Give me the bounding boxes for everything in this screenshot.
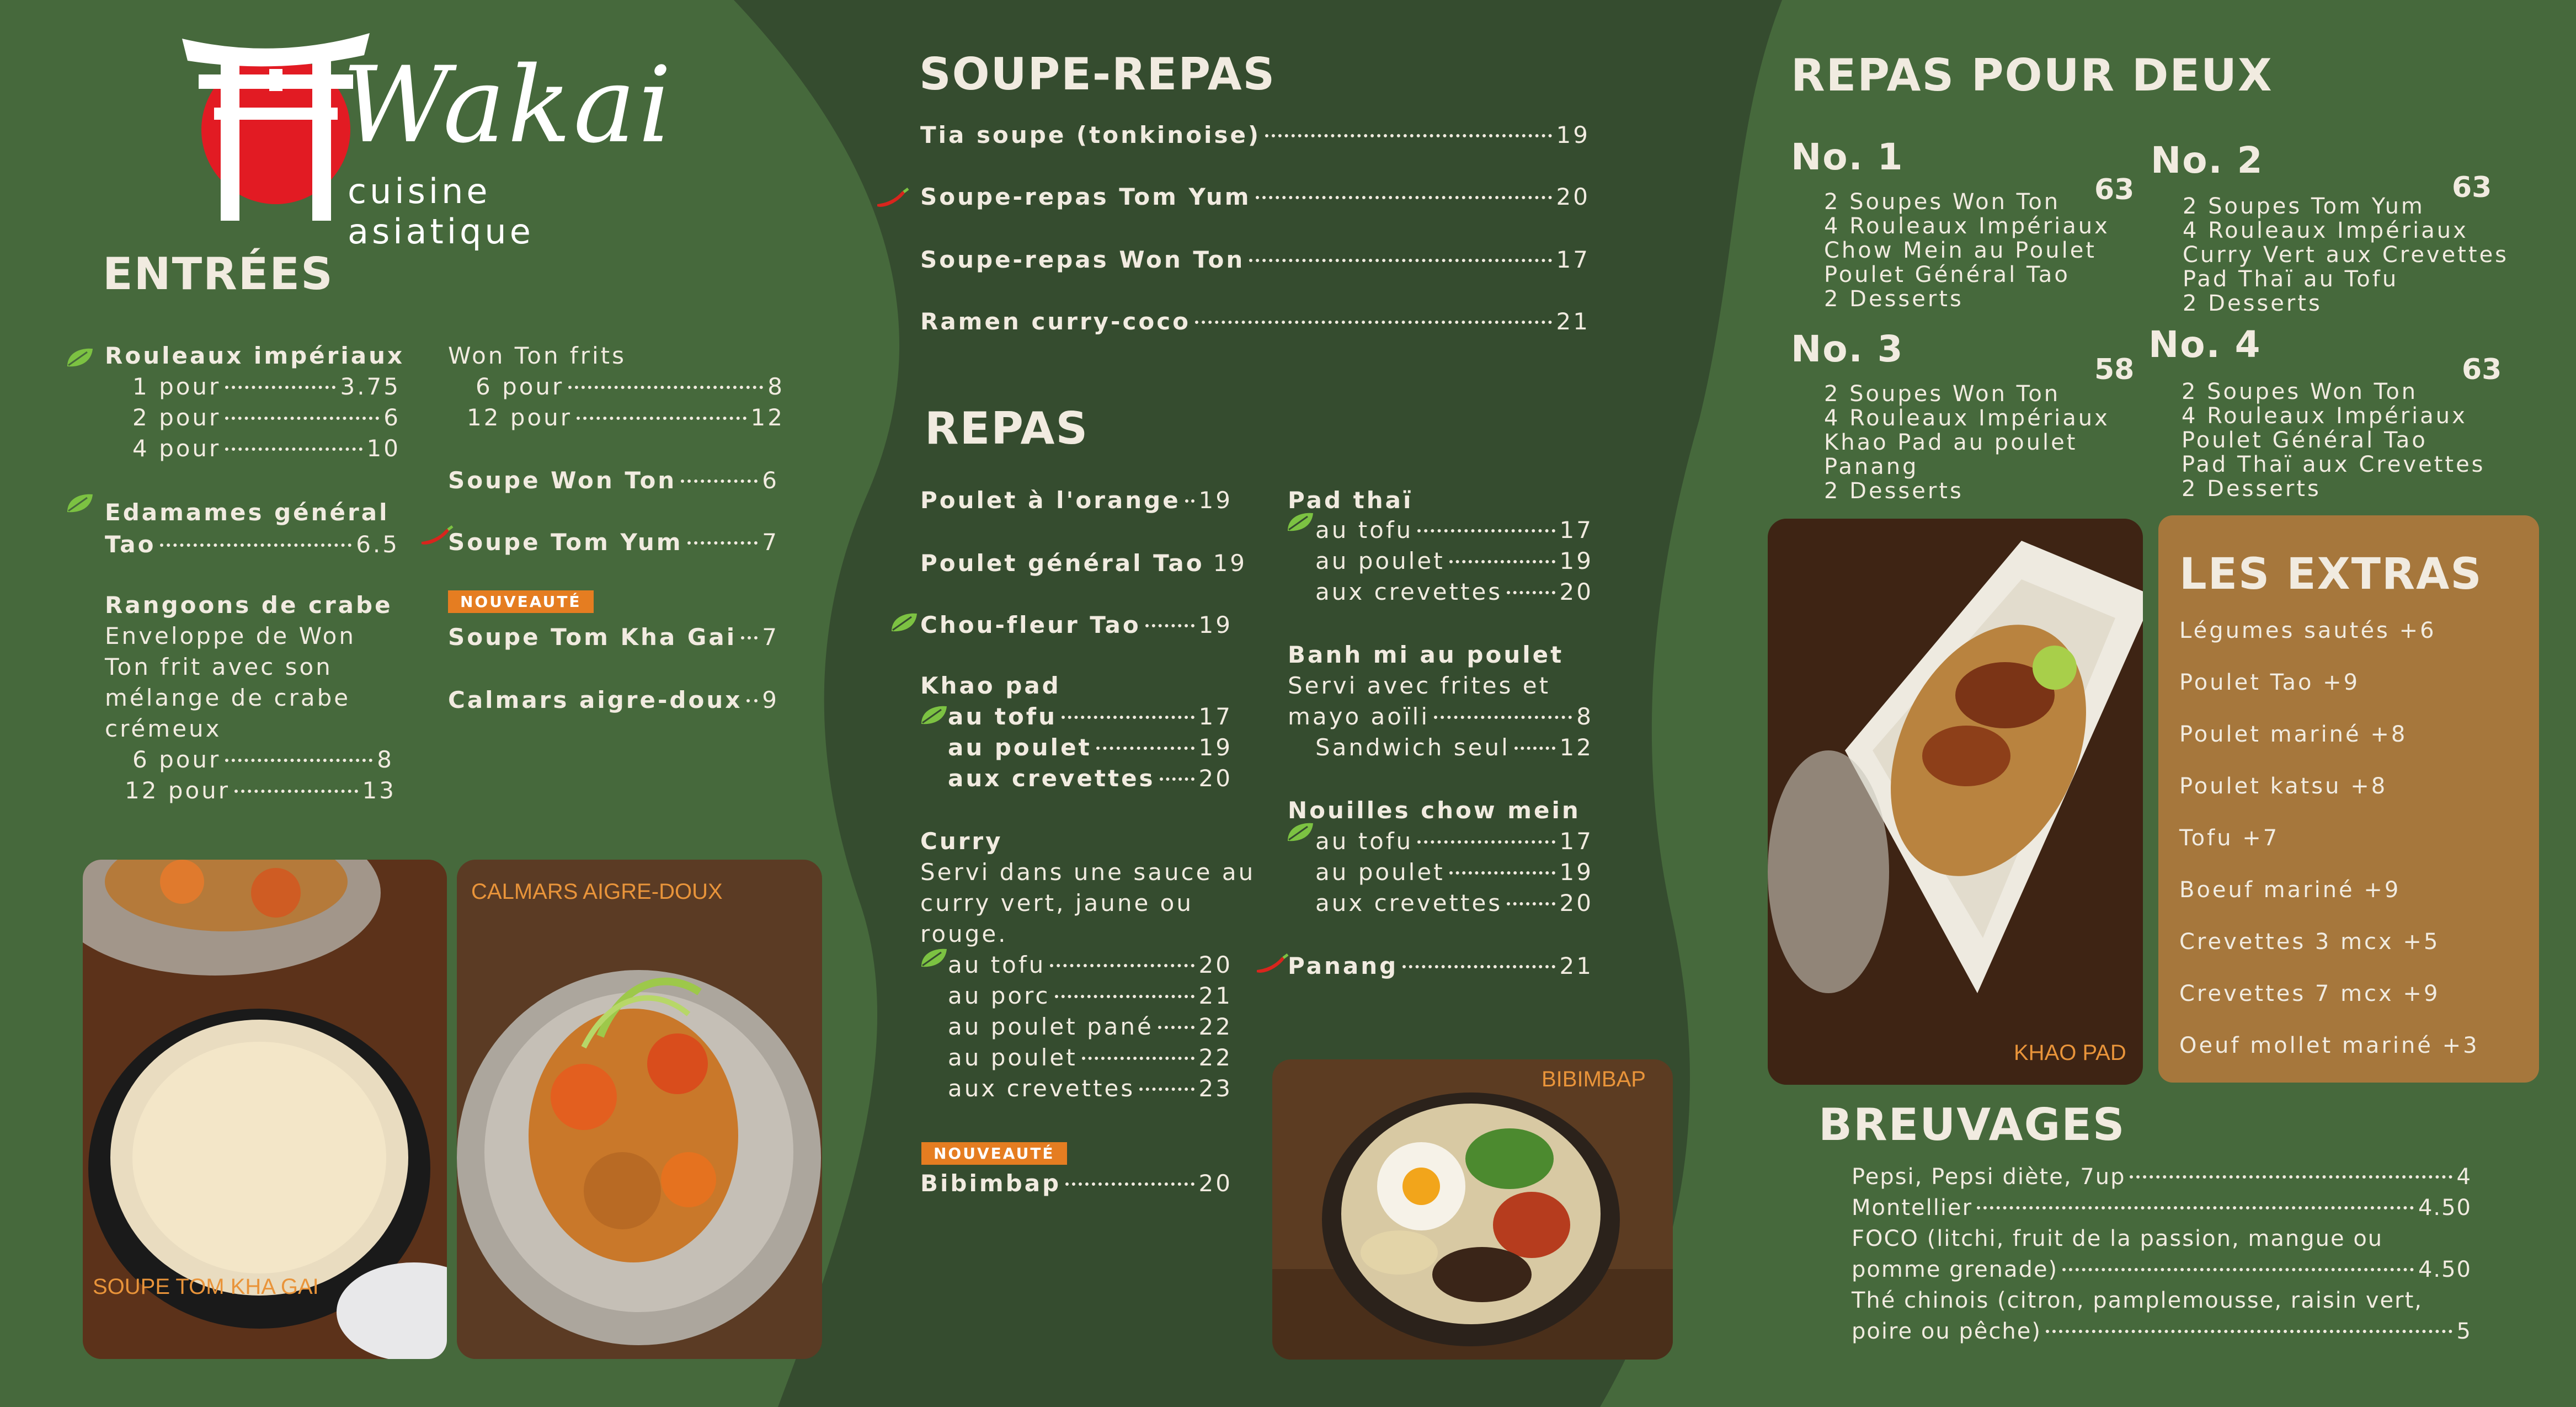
leader-dots [225, 417, 379, 420]
beverage-row [1852, 1195, 2472, 1221]
leader-dots [1449, 560, 1555, 563]
photo-bibimbap [1272, 1059, 1673, 1360]
row-price: 19 [1556, 121, 1590, 148]
chow-mein-row [1315, 828, 1593, 855]
rangoons-desc: mélange de crabe [105, 684, 351, 711]
row-price: 4 [2456, 1164, 2472, 1190]
deal-line: Curry Vert aux Crevettes [2183, 242, 2509, 268]
curry-desc: Servi dans une sauce au [920, 859, 1256, 886]
photo-caption: BIBIMBAP [1542, 1067, 1646, 1091]
row-label: au tofu [948, 951, 1046, 978]
row-label: 4 pour [132, 435, 221, 462]
row-price: 7 [762, 623, 779, 651]
leader-dots [1145, 624, 1194, 627]
vegetarian-leaf-icon [919, 704, 949, 726]
row-price: 17 [1198, 703, 1233, 730]
leader-dots [1195, 321, 1552, 324]
soupe-repas-row [920, 121, 1590, 148]
row-label: Soupe-repas Tom Yum [920, 183, 1251, 210]
edamames-name: Edamames général [105, 499, 390, 526]
row-price: 9 [762, 686, 779, 713]
row-label: Poulet à l'orange [920, 487, 1181, 514]
leader-dots [1160, 777, 1194, 781]
row-label: Montellier [1852, 1195, 1973, 1221]
row-label: au poulet [948, 1044, 1078, 1071]
deal-line: 2 Soupes Tom Yum [2183, 194, 2425, 219]
deal-title: No. 4 [2148, 323, 2262, 366]
row-price: 20 [1556, 183, 1590, 210]
leader-dots [1417, 840, 1555, 844]
vegetarian-leaf-icon [919, 947, 949, 969]
leader-dots [741, 636, 758, 639]
deux-title: REPAS POUR DEUX [1791, 50, 2273, 101]
leader-dots [1265, 134, 1551, 137]
deal-line: 4 Rouleaux Impériaux [2182, 403, 2467, 429]
banh-mi-row [1315, 734, 1593, 761]
deal-lines [2183, 194, 2509, 316]
extra-item: Légumes sautés +6 [2179, 618, 2436, 643]
leader-dots [1050, 964, 1194, 967]
row-label: aux crevettes [1315, 889, 1503, 916]
deal-title: No. 2 [2151, 139, 2264, 182]
row-label: aux crevettes [1315, 578, 1503, 605]
repas-row [920, 611, 1233, 638]
chow-mein-name: Nouilles chow mein [1288, 797, 1581, 824]
row-label: Tia soupe (tonkinoise) [920, 121, 1261, 148]
rouleaux-row [132, 435, 401, 462]
deal-price: 58 [2094, 353, 2135, 386]
leader-dots [225, 759, 372, 762]
row-label: au porc [948, 982, 1050, 1009]
deal-line: Chow Mein au Poulet [1824, 238, 2097, 263]
row-label: Soupe-repas Won Ton [920, 246, 1245, 273]
rangoons-desc: crémeux [105, 715, 222, 742]
leader-dots [568, 386, 763, 389]
deal-line: 2 Soupes Won Ton [1824, 381, 2061, 407]
row-label: Calmars aigre-doux [448, 686, 743, 713]
vegetarian-leaf-icon [1286, 821, 1315, 843]
row-label: au tofu [1315, 516, 1414, 543]
soupe-repas-title: SOUPE-REPAS [919, 49, 1276, 100]
row-label: aux crevettes [948, 1075, 1135, 1102]
row-price: 10 [366, 435, 401, 462]
row-price: 17 [1559, 828, 1593, 855]
row-price: 20 [1198, 765, 1233, 792]
extra-item: Boeuf mariné +9 [2179, 877, 2401, 903]
beverage-line: FOCO (litchi, fruit de la passion, mangue ou [1852, 1226, 2383, 1251]
extra-item: Poulet Tao +9 [2179, 670, 2360, 695]
beverage-row [1852, 1319, 2472, 1344]
curry-row [948, 951, 1233, 978]
leader-dots [225, 447, 362, 451]
curry-row [948, 1013, 1233, 1040]
repas-row [920, 487, 1233, 514]
deal-price: 63 [2452, 171, 2492, 204]
new-badge: NOUVEAUTÉ [921, 1142, 1067, 1165]
row-price: 3.75 [340, 373, 401, 400]
deal-line: 2 Desserts [1824, 286, 1964, 312]
row-price: 20 [1559, 578, 1593, 605]
leader-dots [2046, 1330, 2452, 1333]
wonton-frits-name: Won Ton frits [448, 342, 626, 369]
new-badge: NOUVEAUTÉ [448, 590, 594, 613]
deal-lines [2182, 380, 2486, 501]
pad-thai-row [1315, 578, 1593, 605]
deal-line: 2 Desserts [2182, 476, 2321, 502]
leader-dots [2130, 1175, 2452, 1179]
row-price: 8 [767, 373, 785, 400]
row-label: aux crevettes [948, 765, 1155, 792]
vegetarian-leaf-icon [1286, 511, 1315, 533]
row-price: 21 [1559, 952, 1593, 979]
row-price: 6 [383, 404, 401, 431]
soupe-repas-row [920, 246, 1590, 273]
row-price: 17 [1556, 246, 1590, 273]
row-price: 19 [1559, 547, 1593, 574]
logo-name: Wakai [342, 44, 674, 166]
row-label: Tao [105, 531, 156, 558]
curry-desc: curry vert, jaune ou [920, 889, 1193, 916]
curry-desc: rouge. [920, 920, 1008, 947]
deal-title: No. 3 [1791, 328, 1904, 370]
row-price: 12 [750, 404, 785, 431]
wonton-frits-row [467, 404, 785, 431]
row-label: Chou-fleur Tao [920, 611, 1141, 638]
deal-title: No. 1 [1791, 136, 1904, 178]
row-price: 21 [1556, 308, 1590, 335]
leader-dots [1514, 747, 1555, 750]
rouleaux-name: Rouleaux impériaux [105, 342, 405, 369]
rouleaux-row [132, 373, 401, 400]
row-price: 5 [2456, 1319, 2472, 1344]
pad-thai-row [1315, 547, 1593, 574]
row-price: 19 [1198, 734, 1233, 761]
row-label: au tofu [948, 703, 1057, 730]
repas-title: REPAS [925, 403, 1089, 454]
row-label: Soupe Won Ton [448, 467, 677, 494]
rangoons-name: Rangoons de crabe [105, 591, 393, 619]
row-price: 4.50 [2418, 1195, 2472, 1221]
row-label: Sandwich seul [1315, 734, 1510, 761]
leader-dots [746, 699, 758, 702]
edamames-row [105, 531, 399, 558]
row-price: 23 [1198, 1075, 1233, 1102]
curry-row [948, 1044, 1233, 1071]
leader-dots [577, 417, 746, 420]
panang-row [1288, 952, 1593, 979]
photo-soupe-tom-kha [83, 860, 447, 1359]
leader-dots [1249, 259, 1551, 262]
rangoons-row [132, 746, 394, 773]
row-price: 19 [1198, 487, 1233, 514]
leader-dots [234, 790, 358, 793]
khao-pad-row [948, 734, 1233, 761]
spicy-chili-icon [873, 186, 911, 211]
rangoons-row [125, 777, 396, 804]
leader-dots [1055, 995, 1194, 998]
logo-tagline: cuisine asiatique [348, 171, 534, 252]
deal-line: 2 Soupes Won Ton [2182, 379, 2418, 404]
leader-dots [1185, 499, 1194, 503]
banh-mi-name: Banh mi au poulet [1288, 641, 1564, 668]
extra-item: Poulet mariné +8 [2179, 722, 2408, 747]
vegetarian-leaf-icon [65, 492, 95, 514]
leader-dots [681, 479, 758, 483]
row-label: 6 pour [476, 373, 564, 400]
row-label: Soupe Tom Kha Gai [448, 623, 737, 651]
row-price: 8 [1576, 703, 1593, 730]
soupe-repas-row [920, 308, 1590, 335]
row-price: 21 [1198, 982, 1233, 1009]
wonton-frits-row [476, 373, 785, 400]
deal-line: 4 Rouleaux Impériaux [1824, 406, 2110, 431]
logo [177, 22, 674, 252]
row-price: 4.50 [2418, 1257, 2472, 1282]
leader-dots [1507, 591, 1555, 594]
banh-mi-row [1288, 703, 1593, 730]
curry-name: Curry [920, 828, 1003, 855]
deal-line: 4 Rouleaux Impériaux [2183, 218, 2468, 243]
row-label: au poulet [1315, 859, 1445, 886]
khao-pad-row [948, 703, 1233, 730]
row-label: 1 pour [132, 373, 221, 400]
deal-price: 63 [2094, 173, 2135, 206]
leader-dots [1402, 965, 1555, 968]
leader-dots [1065, 1182, 1194, 1186]
leader-dots [1417, 529, 1555, 532]
leader-dots [1096, 747, 1194, 750]
photo-caption: KHAO PAD [2014, 1041, 2126, 1065]
row-price: 19 [1198, 611, 1233, 638]
deal-line: Khao Pad au poulet [1824, 430, 2078, 455]
deal-line: Pad Thaï aux Crevettes [2182, 452, 2486, 477]
leader-dots [1256, 196, 1552, 199]
soupe-tom-kha-row [448, 623, 779, 651]
row-label: Poulet général Tao [920, 550, 1204, 577]
photo-caption: CALMARS AIGRE-DOUX [471, 880, 723, 904]
row-label: au tofu [1315, 828, 1414, 855]
row-label: 2 pour [132, 404, 221, 431]
vegetarian-leaf-icon [65, 347, 95, 369]
soupe-tom-yum-row [448, 529, 779, 556]
row-label: Ramen curry-coco [920, 308, 1191, 335]
row-label: au poulet pané [948, 1013, 1154, 1040]
pad-thai-row [1315, 516, 1593, 543]
extra-item: Poulet katsu +8 [2179, 774, 2388, 799]
rangoons-desc: Enveloppe de Won [105, 622, 356, 649]
soupe-won-ton-row [448, 467, 779, 494]
rouleaux-row [132, 404, 401, 431]
row-price: 8 [377, 746, 394, 773]
row-price: 20 [1198, 951, 1233, 978]
leader-dots [1449, 871, 1555, 875]
row-price: 19 [1559, 859, 1593, 886]
deal-line: 2 Desserts [2183, 291, 2322, 316]
beverage-line: Thé chinois (citron, pamplemousse, raisin vert, [1852, 1288, 2423, 1313]
extras-title: LES EXTRAS [2179, 550, 2483, 599]
leader-dots [1139, 1088, 1194, 1091]
deal-line: Poulet Général Tao [2182, 428, 2428, 453]
entrees-title: ENTRÉES [103, 248, 334, 300]
row-label: Soupe Tom Yum [448, 529, 683, 556]
row-price: 13 [362, 777, 396, 804]
row-price: 19 [1213, 550, 1247, 577]
extra-item: Oeuf mollet mariné +3 [2179, 1033, 2479, 1058]
curry-row [948, 1075, 1233, 1102]
chow-mein-row [1315, 889, 1593, 916]
row-label: 6 pour [132, 746, 221, 773]
row-label: au poulet [1315, 547, 1445, 574]
extras-panel [2158, 515, 2539, 1083]
chow-mein-row [1315, 859, 1593, 886]
deal-price: 63 [2462, 353, 2502, 386]
photo-caption: SOUPE TOM KHA GAI [93, 1275, 319, 1299]
row-price: 22 [1198, 1044, 1233, 1071]
row-price: 17 [1559, 516, 1593, 543]
spicy-chili-icon [1252, 952, 1291, 977]
khao-pad-name: Khao pad [920, 672, 1061, 699]
khao-pad-row [948, 765, 1233, 792]
row-label: Bibimbap [920, 1170, 1062, 1197]
deal-line: 2 Soupes Won Ton [1824, 189, 2061, 215]
deal-line: 2 Desserts [1824, 478, 1964, 504]
row-price: 22 [1198, 1013, 1233, 1040]
row-price: 20 [1198, 1170, 1233, 1197]
repas-row [920, 550, 1247, 577]
leader-dots [225, 386, 335, 389]
row-price: 20 [1559, 889, 1593, 916]
leader-dots [687, 541, 758, 545]
pad-thai-name: Pad thaï [1288, 487, 1414, 514]
row-price: 7 [762, 529, 779, 556]
row-label: au poulet [948, 734, 1092, 761]
photo-khao-pad [1768, 519, 2143, 1085]
row-label: pomme grenade) [1852, 1257, 2058, 1282]
rangoons-desc: Ton frit avec son [105, 653, 333, 680]
row-label: 12 pour [125, 777, 231, 804]
extra-item: Crevettes 3 mcx +5 [2179, 929, 2440, 955]
leader-dots [1158, 1026, 1194, 1029]
banh-mi-desc: Servi avec frites et [1288, 672, 1551, 699]
deal-line: Panang [1824, 454, 1919, 479]
row-label: mayo aoïli [1288, 703, 1430, 730]
row-price: 6 [762, 467, 779, 494]
beverage-row [1852, 1164, 2472, 1190]
curry-row [948, 982, 1233, 1009]
breuvages-title: BREUVAGES [1818, 1099, 2126, 1150]
deal-line: Poulet Général Tao [1824, 262, 2070, 287]
calmars-row [448, 686, 779, 713]
soupe-repas-row [920, 183, 1590, 210]
extra-item: Crevettes 7 mcx +9 [2179, 981, 2440, 1006]
row-price: 12 [1559, 734, 1593, 761]
row-label: 12 pour [467, 404, 573, 431]
leader-dots [1434, 716, 1572, 719]
row-label: Panang [1288, 952, 1399, 979]
row-label: Pepsi, Pepsi diète, 7up [1852, 1164, 2126, 1190]
row-price: 6.5 [356, 531, 399, 558]
vegetarian-leaf-icon [889, 611, 919, 633]
leader-dots [160, 543, 351, 547]
extra-item: Tofu +7 [2179, 825, 2280, 851]
deal-line: Pad Thaï au Tofu [2183, 267, 2399, 292]
leader-dots [1507, 902, 1555, 905]
deal-line: 4 Rouleaux Impériaux [1824, 214, 2110, 239]
leader-dots [2062, 1268, 2414, 1271]
row-label: poire ou pêche) [1852, 1319, 2041, 1344]
photo-calmars [457, 860, 822, 1359]
deal-lines [1824, 382, 2110, 503]
beverage-row [1852, 1257, 2472, 1282]
leader-dots [1082, 1057, 1194, 1060]
deal-lines [1824, 190, 2110, 311]
leader-dots [1977, 1206, 2414, 1209]
leader-dots [1062, 716, 1194, 719]
bibimbap-row [920, 1170, 1233, 1197]
